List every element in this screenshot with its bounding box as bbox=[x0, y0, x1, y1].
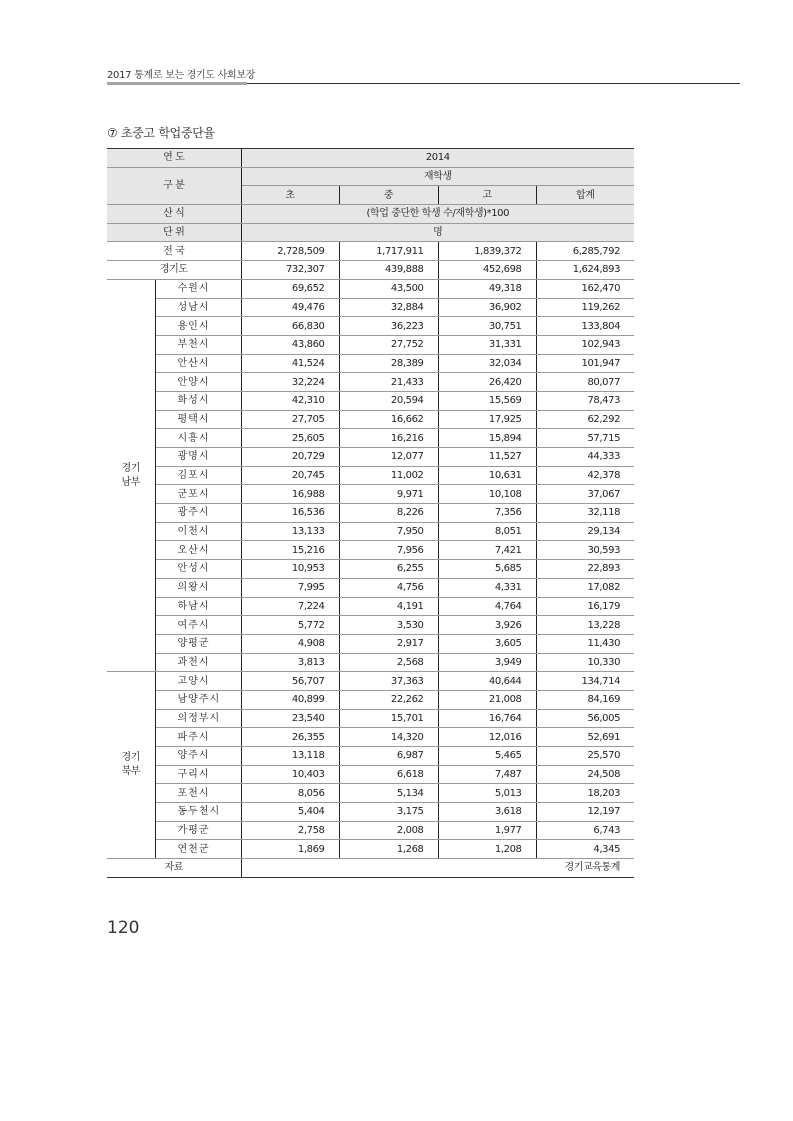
formula-row bbox=[107, 205, 634, 224]
table-cell: 11,430 bbox=[536, 634, 634, 653]
table-cell: 17,925 bbox=[438, 410, 536, 429]
table-cell: 16,662 bbox=[339, 410, 438, 429]
table-cell: 30,751 bbox=[438, 317, 536, 336]
city-name: 남양주시 bbox=[155, 690, 241, 709]
table-cell: 1,839,372 bbox=[438, 242, 536, 261]
table-cell: 1,624,893 bbox=[536, 261, 634, 280]
table-cell: 16,764 bbox=[438, 709, 536, 728]
city-name: 평택시 bbox=[155, 410, 241, 429]
national-label: 전 국 bbox=[107, 242, 241, 261]
table-cell: 40,644 bbox=[438, 672, 536, 691]
table-cell: 15,569 bbox=[438, 391, 536, 410]
table-cell: 24,508 bbox=[536, 765, 634, 784]
table-row bbox=[107, 803, 634, 822]
table-cell: 20,745 bbox=[241, 466, 339, 485]
table-cell: 7,950 bbox=[339, 522, 438, 541]
column-header: 고 bbox=[438, 186, 536, 205]
table-cell: 16,536 bbox=[241, 504, 339, 523]
table-cell: 43,500 bbox=[339, 279, 438, 298]
table-cell: 56,005 bbox=[536, 709, 634, 728]
year-value: 2014 bbox=[241, 149, 634, 168]
city-name: 양평군 bbox=[155, 634, 241, 653]
table-cell: 2,758 bbox=[241, 821, 339, 840]
table-cell: 32,884 bbox=[339, 298, 438, 317]
unit-row bbox=[107, 223, 634, 242]
formula-value: (학업 중단한 학생 수/재학생)*100 bbox=[241, 205, 634, 224]
table-cell: 36,902 bbox=[438, 298, 536, 317]
table-cell: 15,216 bbox=[241, 541, 339, 560]
city-name: 안양시 bbox=[155, 373, 241, 392]
city-name: 안성시 bbox=[155, 560, 241, 579]
column-header: 초 bbox=[241, 186, 339, 205]
table-cell: 84,169 bbox=[536, 690, 634, 709]
header-accent-bar bbox=[107, 82, 247, 85]
table-row bbox=[107, 616, 634, 635]
table-cell: 44,333 bbox=[536, 448, 634, 467]
table-cell: 5,013 bbox=[438, 784, 536, 803]
table-cell: 14,320 bbox=[339, 728, 438, 747]
table-cell: 32,118 bbox=[536, 504, 634, 523]
table-cell: 66,830 bbox=[241, 317, 339, 336]
city-name: 양주시 bbox=[155, 747, 241, 766]
table-cell: 69,652 bbox=[241, 279, 339, 298]
table-cell: 11,002 bbox=[339, 466, 438, 485]
table-cell: 26,420 bbox=[438, 373, 536, 392]
region-group-label-line: 북부 bbox=[121, 766, 141, 778]
column-header: 중 bbox=[339, 186, 438, 205]
table-cell: 27,705 bbox=[241, 410, 339, 429]
table-cell: 27,752 bbox=[339, 335, 438, 354]
category-label: 구 분 bbox=[107, 167, 241, 204]
city-name: 의정부시 bbox=[155, 709, 241, 728]
table-row bbox=[107, 578, 634, 597]
city-name: 광주시 bbox=[155, 504, 241, 523]
region-group-label bbox=[107, 672, 155, 859]
table-cell: 17,082 bbox=[536, 578, 634, 597]
table-cell: 3,926 bbox=[438, 616, 536, 635]
table-cell: 2,568 bbox=[339, 653, 438, 672]
table-cell: 16,179 bbox=[536, 597, 634, 616]
table-cell: 7,421 bbox=[438, 541, 536, 560]
table-row bbox=[107, 821, 634, 840]
table-cell: 43,860 bbox=[241, 335, 339, 354]
table-row bbox=[107, 560, 634, 579]
table-cell: 4,908 bbox=[241, 634, 339, 653]
table-cell: 13,118 bbox=[241, 747, 339, 766]
table-cell: 1,869 bbox=[241, 840, 339, 859]
city-name: 동두천시 bbox=[155, 803, 241, 822]
table-cell: 6,743 bbox=[536, 821, 634, 840]
table-cell: 13,228 bbox=[536, 616, 634, 635]
table-cell: 11,527 bbox=[438, 448, 536, 467]
table-cell: 52,691 bbox=[536, 728, 634, 747]
table-cell: 22,893 bbox=[536, 560, 634, 579]
table-cell: 1,977 bbox=[438, 821, 536, 840]
header-rule bbox=[247, 83, 740, 84]
table-row bbox=[107, 728, 634, 747]
table-cell: 5,685 bbox=[438, 560, 536, 579]
table-row bbox=[107, 634, 634, 653]
city-name: 여주시 bbox=[155, 616, 241, 635]
table-cell: 49,476 bbox=[241, 298, 339, 317]
city-name: 이천시 bbox=[155, 522, 241, 541]
table-cell: 32,224 bbox=[241, 373, 339, 392]
table-row bbox=[107, 448, 634, 467]
source-row bbox=[107, 859, 634, 878]
year-label: 연 도 bbox=[107, 149, 241, 168]
unit-label: 단 위 bbox=[107, 223, 241, 242]
table-cell: 3,618 bbox=[438, 803, 536, 822]
table-row bbox=[107, 672, 634, 691]
table-row bbox=[107, 747, 634, 766]
city-name: 화성시 bbox=[155, 391, 241, 410]
table-row bbox=[107, 317, 634, 336]
table-cell: 1,268 bbox=[339, 840, 438, 859]
year-row bbox=[107, 149, 634, 168]
table-row bbox=[107, 466, 634, 485]
table-cell: 57,715 bbox=[536, 429, 634, 448]
table-cell: 56,707 bbox=[241, 672, 339, 691]
table-cell: 42,310 bbox=[241, 391, 339, 410]
table-row bbox=[107, 784, 634, 803]
region-group-label-line: 경기 bbox=[121, 462, 141, 474]
city-name: 파주시 bbox=[155, 728, 241, 747]
table-row bbox=[107, 335, 634, 354]
table-cell: 15,894 bbox=[438, 429, 536, 448]
table-cell: 102,943 bbox=[536, 335, 634, 354]
table-cell: 1,208 bbox=[438, 840, 536, 859]
table-cell: 2,008 bbox=[339, 821, 438, 840]
table-cell: 15,701 bbox=[339, 709, 438, 728]
table-cell: 4,331 bbox=[438, 578, 536, 597]
table-cell: 20,729 bbox=[241, 448, 339, 467]
table-cell: 2,728,509 bbox=[241, 242, 339, 261]
table-cell: 41,524 bbox=[241, 354, 339, 373]
city-name: 가평군 bbox=[155, 821, 241, 840]
table-cell: 12,197 bbox=[536, 803, 634, 822]
table-cell: 6,618 bbox=[339, 765, 438, 784]
table-cell: 3,813 bbox=[241, 653, 339, 672]
table-cell: 36,223 bbox=[339, 317, 438, 336]
table-row bbox=[107, 410, 634, 429]
table-cell: 10,108 bbox=[438, 485, 536, 504]
national-row bbox=[107, 242, 634, 261]
unit-value: 명 bbox=[241, 223, 634, 242]
table-cell: 7,956 bbox=[339, 541, 438, 560]
table-cell: 732,307 bbox=[241, 261, 339, 280]
table-cell: 21,433 bbox=[339, 373, 438, 392]
table-cell: 13,133 bbox=[241, 522, 339, 541]
table-cell: 3,949 bbox=[438, 653, 536, 672]
enrolled-label: 재학생 bbox=[241, 167, 634, 186]
table-cell: 10,403 bbox=[241, 765, 339, 784]
city-name: 오산시 bbox=[155, 541, 241, 560]
table-cell: 439,888 bbox=[339, 261, 438, 280]
city-name: 군포시 bbox=[155, 485, 241, 504]
column-header: 합계 bbox=[536, 186, 634, 205]
city-name: 연천군 bbox=[155, 840, 241, 859]
dropout-table bbox=[107, 148, 634, 878]
region-group-label bbox=[107, 279, 155, 671]
city-name: 고양시 bbox=[155, 672, 241, 691]
table-cell: 10,953 bbox=[241, 560, 339, 579]
table-cell: 22,262 bbox=[339, 690, 438, 709]
region-group-label-line: 경기 bbox=[121, 752, 141, 764]
table-cell: 49,318 bbox=[438, 279, 536, 298]
table-cell: 4,764 bbox=[438, 597, 536, 616]
table-row bbox=[107, 429, 634, 448]
table-cell: 28,389 bbox=[339, 354, 438, 373]
table-cell: 7,995 bbox=[241, 578, 339, 597]
table-cell: 5,465 bbox=[438, 747, 536, 766]
table-cell: 3,175 bbox=[339, 803, 438, 822]
city-name: 광명시 bbox=[155, 448, 241, 467]
table-cell: 37,067 bbox=[536, 485, 634, 504]
table-row bbox=[107, 298, 634, 317]
city-name: 용인시 bbox=[155, 317, 241, 336]
table-cell: 26,355 bbox=[241, 728, 339, 747]
table-cell: 40,899 bbox=[241, 690, 339, 709]
table-cell: 10,631 bbox=[438, 466, 536, 485]
table-cell: 119,262 bbox=[536, 298, 634, 317]
table-cell: 37,363 bbox=[339, 672, 438, 691]
table-row bbox=[107, 279, 634, 298]
province-row bbox=[107, 261, 634, 280]
table-cell: 20,594 bbox=[339, 391, 438, 410]
table-cell: 5,404 bbox=[241, 803, 339, 822]
table-cell: 134,714 bbox=[536, 672, 634, 691]
table-cell: 42,378 bbox=[536, 466, 634, 485]
table-cell: 7,224 bbox=[241, 597, 339, 616]
source-label: 자료 bbox=[107, 859, 241, 878]
table-cell: 12,016 bbox=[438, 728, 536, 747]
table-cell: 1,717,911 bbox=[339, 242, 438, 261]
table-cell: 10,330 bbox=[536, 653, 634, 672]
table-cell: 4,756 bbox=[339, 578, 438, 597]
table-row bbox=[107, 522, 634, 541]
table-cell: 25,605 bbox=[241, 429, 339, 448]
table-row bbox=[107, 391, 634, 410]
city-name: 과천시 bbox=[155, 653, 241, 672]
table-cell: 31,331 bbox=[438, 335, 536, 354]
category-row bbox=[107, 167, 634, 186]
table-body bbox=[107, 149, 634, 878]
page-number: 120 bbox=[107, 918, 140, 938]
city-name: 포천시 bbox=[155, 784, 241, 803]
page-running-title: 2017 통계로 보는 경기도 사회보장 bbox=[107, 70, 256, 81]
table-cell: 12,077 bbox=[339, 448, 438, 467]
table-cell: 5,772 bbox=[241, 616, 339, 635]
table-cell: 4,345 bbox=[536, 840, 634, 859]
table-cell: 16,988 bbox=[241, 485, 339, 504]
table-cell: 101,947 bbox=[536, 354, 634, 373]
table-cell: 162,470 bbox=[536, 279, 634, 298]
table-cell: 2,917 bbox=[339, 634, 438, 653]
table-row bbox=[107, 354, 634, 373]
table-cell: 32,034 bbox=[438, 354, 536, 373]
table-cell: 25,570 bbox=[536, 747, 634, 766]
table-cell: 6,255 bbox=[339, 560, 438, 579]
table-cell: 8,226 bbox=[339, 504, 438, 523]
table-cell: 8,051 bbox=[438, 522, 536, 541]
table-cell: 133,804 bbox=[536, 317, 634, 336]
table-cell: 3,605 bbox=[438, 634, 536, 653]
table-cell: 80,077 bbox=[536, 373, 634, 392]
city-name: 하남시 bbox=[155, 597, 241, 616]
table-row bbox=[107, 709, 634, 728]
table-cell: 7,356 bbox=[438, 504, 536, 523]
table-row bbox=[107, 690, 634, 709]
table-row bbox=[107, 373, 634, 392]
table-cell: 452,698 bbox=[438, 261, 536, 280]
city-name: 구리시 bbox=[155, 765, 241, 784]
city-name: 성남시 bbox=[155, 298, 241, 317]
table-row bbox=[107, 765, 634, 784]
table-cell: 6,285,792 bbox=[536, 242, 634, 261]
province-label: 경기도 bbox=[107, 261, 241, 280]
table-cell: 7,487 bbox=[438, 765, 536, 784]
table-cell: 4,191 bbox=[339, 597, 438, 616]
source-value: 경기교육통계 bbox=[241, 859, 634, 878]
city-name: 김포시 bbox=[155, 466, 241, 485]
table-cell: 23,540 bbox=[241, 709, 339, 728]
table-cell: 18,203 bbox=[536, 784, 634, 803]
table-cell: 29,134 bbox=[536, 522, 634, 541]
city-name: 안산시 bbox=[155, 354, 241, 373]
region-group-label-line: 남부 bbox=[121, 476, 141, 488]
table-row bbox=[107, 485, 634, 504]
table-cell: 62,292 bbox=[536, 410, 634, 429]
table-row bbox=[107, 541, 634, 560]
city-name: 의왕시 bbox=[155, 578, 241, 597]
table-cell: 3,530 bbox=[339, 616, 438, 635]
city-name: 수원시 bbox=[155, 279, 241, 298]
table-row bbox=[107, 504, 634, 523]
table-cell: 16,216 bbox=[339, 429, 438, 448]
table-row bbox=[107, 840, 634, 859]
table-cell: 21,008 bbox=[438, 690, 536, 709]
formula-label: 산 식 bbox=[107, 205, 241, 224]
section-title: ⑦ 초중고 학업중단율 bbox=[107, 126, 215, 140]
city-name: 시흥시 bbox=[155, 429, 241, 448]
table-row bbox=[107, 597, 634, 616]
table-cell: 8,056 bbox=[241, 784, 339, 803]
table-cell: 5,134 bbox=[339, 784, 438, 803]
table-row bbox=[107, 653, 634, 672]
table-cell: 78,473 bbox=[536, 391, 634, 410]
table-cell: 9,971 bbox=[339, 485, 438, 504]
table-cell: 30,593 bbox=[536, 541, 634, 560]
city-name: 부천시 bbox=[155, 335, 241, 354]
table-cell: 6,987 bbox=[339, 747, 438, 766]
